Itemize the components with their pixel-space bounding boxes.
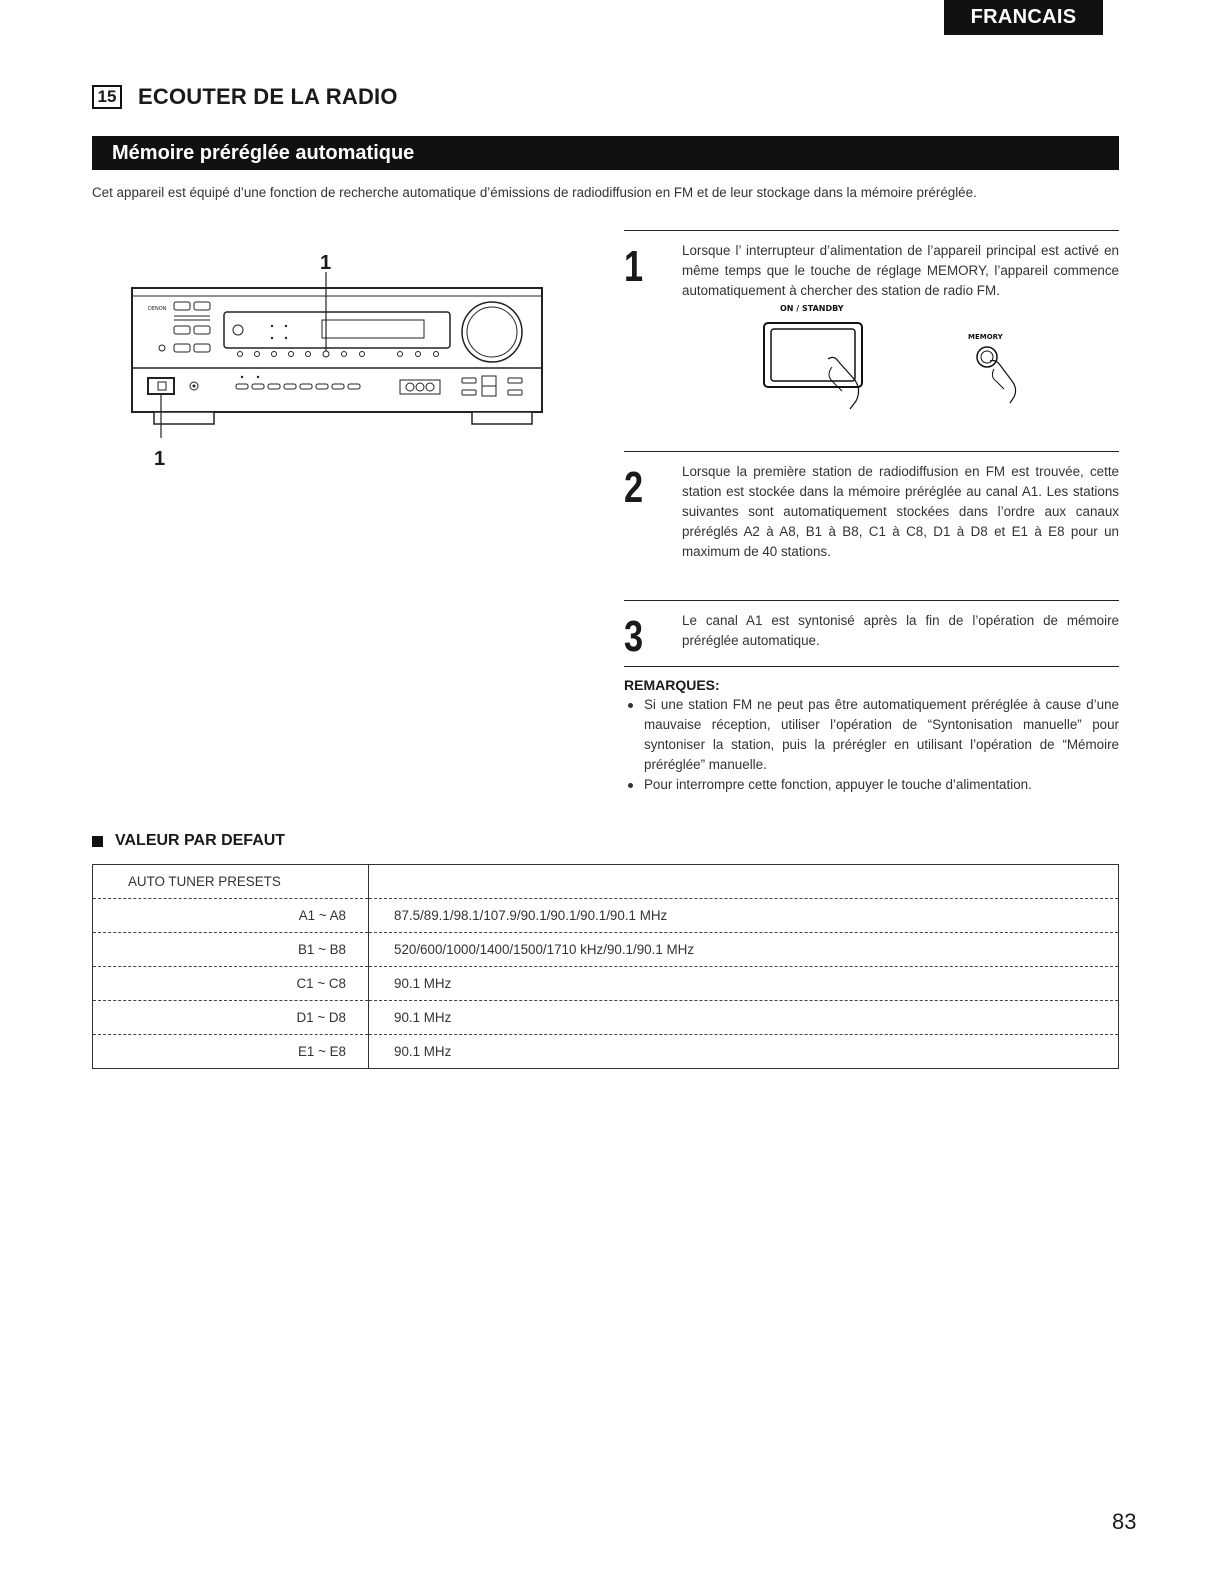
remark-item: Si une station FM ne peut pas être automatiquement préréglée à cause d’une mauvaise réception, utiliser l’opération de “Syntonisation manuelle” pour syntoniser la station, puis la prérégler en utilisant l’opération de “Mémoire préréglée” manuelle. — [624, 695, 1119, 775]
table-header-row — [93, 865, 1119, 899]
step-item — [624, 451, 1119, 600]
memory-label: MEMORY — [968, 333, 1003, 341]
defaults-title: VALEUR PAR DEFAUT — [115, 832, 286, 849]
table-row — [93, 1001, 1119, 1035]
preset-value-cell: 90.1 MHz — [369, 1001, 1119, 1035]
button-press-illustration — [682, 301, 1119, 413]
remarks-list — [624, 695, 1119, 795]
page-number: 83 — [1112, 1509, 1137, 1534]
table-row — [93, 899, 1119, 933]
receiver-front-panel-illustration — [120, 250, 550, 470]
remarks-section — [624, 666, 1119, 795]
remarks-title: REMARQUES: — [624, 677, 720, 693]
preset-range-cell: B1 ~ B8 — [93, 933, 369, 967]
brand-logo-text: DENON — [148, 306, 167, 312]
preset-range-cell: A1 ~ A8 — [93, 899, 369, 933]
preset-value-cell: 90.1 MHz — [369, 1035, 1119, 1069]
subsection-title-bar — [92, 136, 1119, 170]
step-text: Le canal A1 est syntonisé après la fin de l’opération de mémoire préréglée automatique. — [682, 613, 1119, 648]
preset-range-cell: E1 ~ E8 — [93, 1035, 369, 1069]
defaults-table — [92, 864, 1119, 1069]
receiver-drawing — [120, 250, 550, 440]
table-row — [93, 933, 1119, 967]
step-number: 2 — [624, 463, 644, 512]
section-number: 15 — [92, 85, 122, 109]
preset-range-cell: D1 ~ D8 — [93, 1001, 369, 1035]
step-item — [624, 230, 1119, 451]
preset-value-cell: 87.5/89.1/98.1/107.9/90.1/90.1/90.1/90.1 MHz — [369, 899, 1119, 933]
table-row — [93, 1035, 1119, 1069]
defaults-heading — [92, 832, 285, 850]
step-body — [682, 231, 1119, 451]
step-item — [624, 600, 1119, 667]
callout-label-bottom: 1 — [154, 448, 166, 470]
language-tab: FRANCAIS — [944, 0, 1103, 35]
table-header-empty-cell — [369, 865, 1119, 899]
preset-value-cell: 520/600/1000/1400/1500/1710 kHz/90.1/90.1 MHz — [369, 933, 1119, 967]
table-header-cell: AUTO TUNER PRESETS — [93, 865, 369, 899]
section-title: ECOUTER DE LA RADIO — [138, 84, 398, 109]
intro-paragraph: Cet appareil est équipé d’une fonction de recherche automatique d’émissions de radiodiffusion en FM et de leur stockage dans la mémoire préréglée. — [92, 185, 977, 200]
steps-list — [624, 230, 1119, 667]
preset-range-cell: C1 ~ C8 — [93, 967, 369, 1001]
callout-label-top: 1 — [320, 252, 332, 274]
step-text: Lorsque la première station de radiodiffusion en FM est trouvée, cette station est stockée dans la mémoire préréglée au canal A1. Les stations suivantes sont automatiquement stockées dans l’ordre aux canaux préréglés A2 à A8, B1 à B8, C1 à C8, D1 à D8 et E1 à E8 pour un maximum de 40 stations. — [682, 464, 1119, 559]
step-number: 3 — [624, 612, 644, 661]
table-row — [93, 967, 1119, 1001]
step-text: Lorsque l’ interrupteur d’alimentation de l’appareil principal est activé en même temps que le touche de réglage MEMORY, l’appareil commence automatiquement à chercher des station de radio FM. — [682, 243, 1119, 298]
bullet-square-icon — [92, 836, 103, 847]
section-heading — [92, 84, 398, 110]
on-standby-label: ON / STANDBY — [780, 304, 844, 313]
subsection-title: Mémoire préréglée automatique — [112, 141, 415, 164]
step-number: 1 — [624, 242, 644, 291]
preset-value-cell: 90.1 MHz — [369, 967, 1119, 1001]
remark-item: Pour interrompre cette fonction, appuyer le touche d’alimentation. — [624, 775, 1119, 795]
